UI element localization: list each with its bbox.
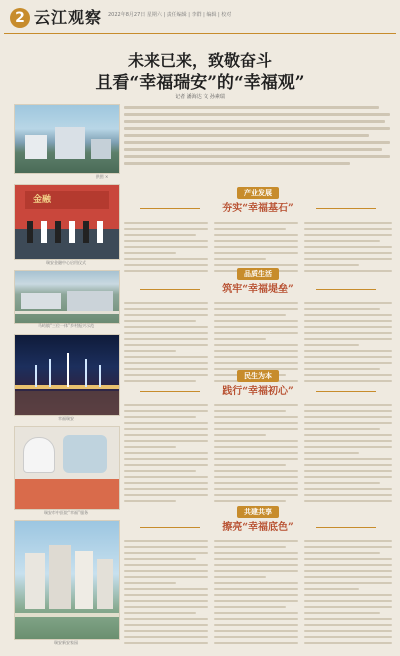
article-column bbox=[214, 540, 298, 648]
section-tag: 民生为本 bbox=[237, 370, 279, 382]
headline-line2: 且看“幸福瑞安”的“幸福观” bbox=[95, 73, 305, 93]
section-people-first bbox=[120, 370, 396, 406]
photo-night bbox=[14, 334, 120, 416]
section-subtitle: 筑牢“幸福堤垒” bbox=[222, 284, 294, 295]
article-column bbox=[124, 404, 208, 504]
header-divider bbox=[4, 33, 396, 34]
section-industry bbox=[120, 187, 396, 223]
page-number: 2 bbox=[10, 8, 30, 28]
photo4-caption: 幸福瑞安 bbox=[58, 416, 74, 421]
headline-line1: 未来已来，致敬奋斗 bbox=[127, 51, 272, 70]
photo5-caption: 瑞安市中医院“幸福”服务 bbox=[43, 510, 89, 515]
section-subtitle: 践行“幸福初心” bbox=[222, 386, 294, 397]
photo-aerial bbox=[14, 270, 120, 324]
article-column bbox=[304, 540, 392, 648]
section-tag: 品质生活 bbox=[237, 268, 279, 280]
photo-ceremony: 金融 bbox=[14, 184, 120, 260]
article-column bbox=[214, 222, 298, 272]
section-subtitle: 擦亮“幸福底色” bbox=[222, 522, 294, 533]
page-header bbox=[4, 3, 396, 33]
article-column bbox=[214, 404, 298, 504]
photo-top-left bbox=[14, 104, 120, 174]
photo3-caption: 马屿镇“三位一体”乡村振兴示范 bbox=[37, 323, 95, 328]
lead-paragraph bbox=[124, 104, 390, 174]
section-title: 云江观察 bbox=[34, 8, 103, 27]
photo-hospital bbox=[14, 426, 120, 510]
section-co-build bbox=[120, 506, 396, 542]
photo6-caption: 瑞安新安家园 bbox=[54, 640, 78, 645]
photo1-caption: 供图 × bbox=[95, 174, 109, 179]
byline: 记者 潘海达 文 孙素瑞 bbox=[175, 94, 225, 100]
article-column bbox=[124, 222, 208, 272]
photo-housing bbox=[14, 520, 120, 640]
article-column bbox=[124, 540, 208, 648]
section-tag: 产业发展 bbox=[237, 187, 279, 199]
article-column bbox=[304, 222, 392, 272]
photo2-caption: 瑞安金融中心启用仪式 bbox=[46, 260, 86, 265]
page-meta: 2022年8月27日 星期六 | 责任编辑 | 李群 | 编辑 | 校对 bbox=[108, 12, 232, 18]
section-tag: 共建共享 bbox=[237, 506, 279, 518]
section-quality-life bbox=[120, 268, 396, 304]
section-subtitle: 夯实“幸福基石” bbox=[222, 203, 294, 214]
article-column bbox=[304, 404, 392, 504]
